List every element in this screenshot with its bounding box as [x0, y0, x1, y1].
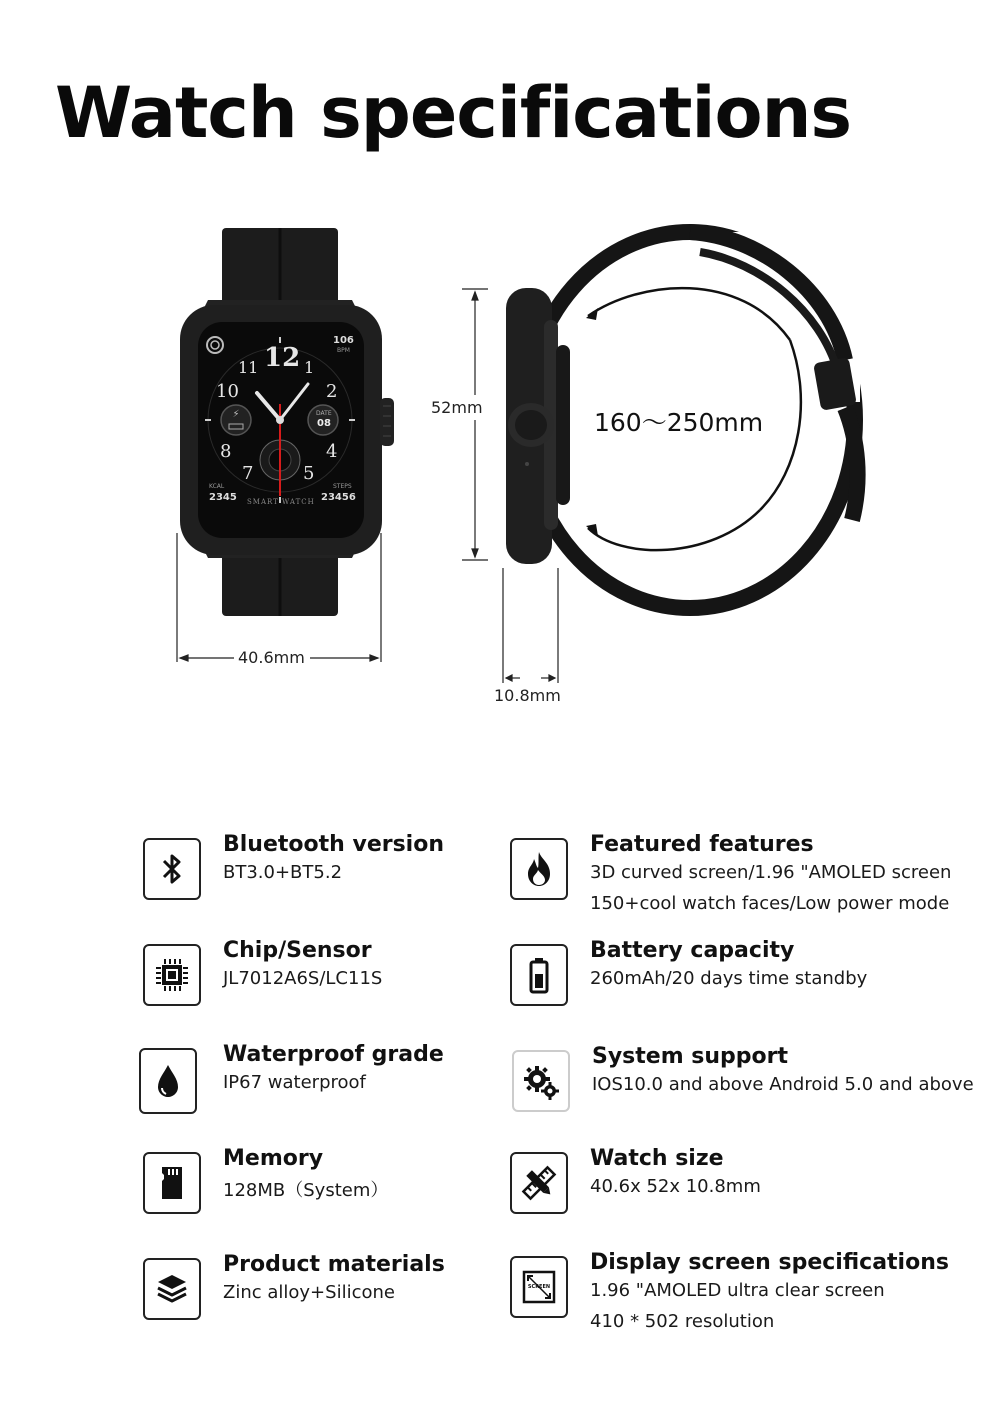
spec-title: Display screen specifications [590, 1250, 949, 1275]
spec-title: Battery capacity [590, 938, 795, 963]
steps-label: STEPS [333, 483, 352, 490]
height-label: 52mm [431, 398, 483, 417]
steps-value: 23456 [321, 492, 356, 503]
spec-value: 410 * 502 resolution [590, 1311, 775, 1332]
date-value: 08 [317, 418, 331, 429]
sd-card-icon [143, 1152, 201, 1214]
band-length-label: 160～250mm [594, 408, 764, 437]
spec-value: IOS10.0 and above Android 5.0 and above [592, 1074, 974, 1095]
numeral-12: 12 [264, 343, 301, 373]
spec-value: IP67 waterproof [223, 1072, 366, 1093]
width-label: 40.6mm [238, 648, 305, 667]
spec-title: Chip/Sensor [223, 938, 372, 963]
spec-title: System support [592, 1044, 789, 1069]
numeral-4: 4 [326, 441, 338, 462]
spec-title: Watch size [590, 1146, 724, 1171]
date-label: DATE [316, 410, 332, 417]
numeral-7: 7 [242, 463, 254, 484]
spec-title: Memory [223, 1146, 324, 1171]
bpm-label: BPM [337, 347, 350, 354]
spec-value: JL7012A6S/LC11S [223, 968, 383, 989]
spec-value: 260mAh/20 days time standby [590, 968, 868, 989]
svg-text:⚡: ⚡ [232, 409, 240, 420]
gears-icon [512, 1050, 570, 1112]
spec-value: 1.96 "AMOLED ultra clear screen [590, 1280, 885, 1301]
numeral-11: 11 [238, 358, 259, 377]
page-title: Watch specifications [55, 72, 852, 154]
screen-icon [510, 1256, 568, 1318]
kcal-label: KCAL [209, 483, 225, 490]
bluetooth-icon [143, 838, 201, 900]
screen-icon-text: SCREEN [527, 1284, 551, 1290]
brand-label: SMART WATCH [247, 498, 315, 506]
numeral-2: 2 [326, 381, 338, 402]
thickness-label: 10.8mm [494, 686, 561, 705]
layers-icon [143, 1258, 201, 1320]
kcal-value: 2345 [209, 492, 237, 503]
spec-title: Waterproof grade [223, 1042, 444, 1067]
spec-value: 150+cool watch faces/Low power mode [590, 893, 950, 914]
spec-title: Bluetooth version [223, 832, 444, 857]
chip-icon [143, 944, 201, 1006]
spec-value: 40.6x 52x 10.8mm [590, 1176, 761, 1197]
ruler-pencil-icon [510, 1152, 568, 1214]
flame-icon [510, 838, 568, 900]
spec-value: Zinc alloy+Silicone [223, 1282, 395, 1303]
numeral-8: 8 [220, 441, 232, 462]
spec-title: Product materials [223, 1252, 445, 1277]
numeral-10: 10 [216, 381, 239, 402]
water-drop-icon [139, 1048, 197, 1114]
battery-icon [510, 944, 568, 1006]
spec-title: Featured features [590, 832, 814, 857]
numeral-5: 5 [303, 463, 315, 484]
numeral-1: 1 [304, 358, 315, 377]
spec-value: 3D curved screen/1.96 "AMOLED screen [590, 862, 952, 883]
spec-value: BT3.0+BT5.2 [223, 862, 343, 883]
bpm-value: 106 [333, 335, 354, 346]
spec-value: 128MB（System） [223, 1180, 389, 1201]
